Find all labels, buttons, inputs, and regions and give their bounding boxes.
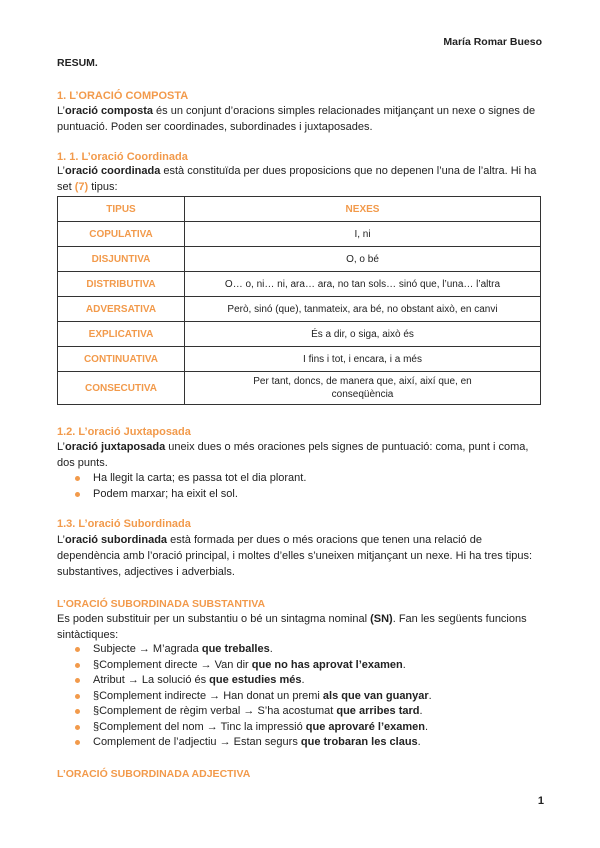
text: Atribut → La solució és (93, 674, 210, 686)
example-clause: que aprovaré l’examen (305, 720, 425, 733)
column-header-nexes: NEXES (185, 197, 541, 222)
nexes-cell: I fins i tot, i encara, i a més (185, 347, 541, 372)
author-name: María Romar Bueso (443, 36, 542, 48)
text: és un conjunt d’oracions simples relacionades mitjançant un nexe o signes de puntuació. Poden ser coordinades, subordinades i juxtaposades. (57, 105, 536, 133)
text: . (424, 720, 429, 733)
page-number: 1 (537, 795, 544, 807)
term: oració subordinada (64, 534, 168, 546)
tipus-cell: EXPLICATIVA (58, 322, 185, 347)
list-item (57, 735, 543, 751)
tipus-cell: DISJUNTIVA (58, 247, 185, 272)
tipus-cell: CONTINUATIVA (58, 347, 185, 372)
juxtaposada-examples (57, 471, 543, 502)
tipus-cell: CONSECUTIVA (58, 372, 185, 405)
text: §Complement directe → Van dir (93, 658, 252, 671)
example-clause: que no has aprovat l’examen (251, 658, 403, 671)
list-item (57, 720, 543, 736)
adjectiva-heading: L’ORACIÓ SUBORDINADA ADJECTIVA (57, 768, 251, 780)
text: . (301, 674, 305, 686)
count: (7) (74, 181, 89, 193)
table-row (58, 247, 541, 272)
nexes-cell: Però, sinó (que), tanmateix, ara bé, no obstant això, en canvi (185, 297, 541, 322)
text: està constituïda per dues proposicions que no depenen l’una de l’altra. Hi ha set (57, 165, 537, 193)
section-1-1-heading: 1. 1. L’oració Coordinada (57, 151, 188, 163)
text: L’ (57, 534, 65, 546)
text: . (417, 736, 421, 748)
text: L’ (57, 441, 65, 453)
term: (SN) (370, 613, 393, 625)
list-item (57, 471, 543, 487)
table-row (58, 222, 541, 247)
list-item (57, 642, 543, 658)
bullet-icon (75, 740, 80, 745)
list-item (57, 704, 543, 720)
section-1-3-heading: 1.3. L’oració Subordinada (57, 518, 191, 530)
table-row (58, 322, 541, 347)
term: oració juxtaposada (64, 441, 166, 453)
text: §Complement indirecte → Han donat un premi (93, 689, 323, 702)
nexes-cell: És a dir, o siga, això és (185, 322, 541, 347)
text: §Complement del nom → Tinc la impressió (93, 720, 306, 733)
term: oració composta (64, 105, 153, 117)
section-1-3-paragraph (57, 532, 543, 580)
list-item (57, 673, 543, 689)
section-1-2-paragraph (57, 439, 543, 471)
bullet-icon (75, 663, 80, 668)
text: . (428, 689, 432, 702)
table-row (58, 347, 541, 372)
list-item (57, 487, 543, 503)
substantiva-functions-list (57, 642, 543, 751)
section-1-2-heading: 1.2. L’oració Juxtaposada (57, 426, 191, 438)
text: . Fan les següents funcions sintàctiques: (57, 613, 527, 641)
example-clause: als que van guanyar (322, 689, 429, 702)
bullet-icon (75, 694, 80, 699)
text: L’ (57, 105, 65, 117)
nexes-cell (185, 372, 541, 405)
example-clause: que treballes (201, 643, 270, 655)
substantiva-paragraph (57, 611, 543, 643)
example-clause: que trobaran les claus (300, 736, 418, 748)
table-row (58, 272, 541, 297)
section-1-paragraph (57, 103, 543, 135)
example-clause: que estudies més (209, 674, 302, 686)
example-text: Ha llegit la carta; es passa tot el dia plorant. (93, 472, 307, 484)
nexes-text: Per tant, doncs, de manera que, així, així que, en conseqüència (253, 376, 472, 400)
text: §Complement de règim verbal → S’ha acostumat (93, 705, 337, 717)
substantiva-heading: L’ORACIÓ SUBORDINADA SUBSTANTIVA (57, 598, 266, 610)
term: oració coordinada (64, 165, 161, 177)
text: Complement de l’adjectiu → Estan segurs (93, 736, 301, 748)
section-1-1-paragraph (57, 163, 543, 195)
example-text: Podem marxar; ha eixit el sol. (93, 487, 238, 500)
tipus-cell: DISTRIBUTIVA (58, 272, 185, 297)
list-item (57, 658, 543, 674)
text: . (402, 658, 406, 671)
nexes-cell: O… o, ni… ni, ara… ara, no tan sols… sinó que, l’una… l’altra (185, 272, 541, 297)
text: Subjecte → M’agrada (93, 643, 202, 655)
bullet-icon (75, 492, 80, 497)
document-title: RESUM. (57, 57, 98, 69)
table-row (58, 372, 541, 405)
column-header-tipus: TIPUS (58, 197, 185, 222)
bullet-icon (75, 725, 80, 730)
tipus-cell: COPULATIVA (58, 222, 185, 247)
text: tipus: (88, 181, 118, 193)
text: està formada per dues o més oracions que tenen una relació de dependència amb l’oració principal, i moltes d’elles s’uneixen mitjançant un nexe. Hi ha tres tipus: substantives, adjectives i adverbials. (57, 534, 533, 578)
coordinades-table (57, 196, 541, 405)
text: . (269, 643, 273, 655)
bullet-icon (75, 709, 80, 714)
nexes-cell: I, ni (185, 222, 541, 247)
bullet-icon (75, 476, 80, 481)
section-1-heading: 1. L’ORACIÓ COMPOSTA (57, 90, 189, 102)
text: uneix dues o més oraciones pels signes de puntuació: coma, punt i coma, dos punts. (57, 441, 529, 469)
nexes-cell: O, o bé (185, 247, 541, 272)
table-row (58, 297, 541, 322)
text: . (419, 705, 423, 717)
bullet-icon (75, 678, 80, 683)
tipus-cell: ADVERSATIVA (58, 297, 185, 322)
bullet-icon (75, 647, 80, 652)
text: Es poden substituir per un substantiu o bé un sintagma nominal (57, 613, 371, 625)
example-clause: que arribes tard (336, 705, 420, 717)
list-item (57, 689, 543, 705)
text: L’ (57, 165, 65, 177)
